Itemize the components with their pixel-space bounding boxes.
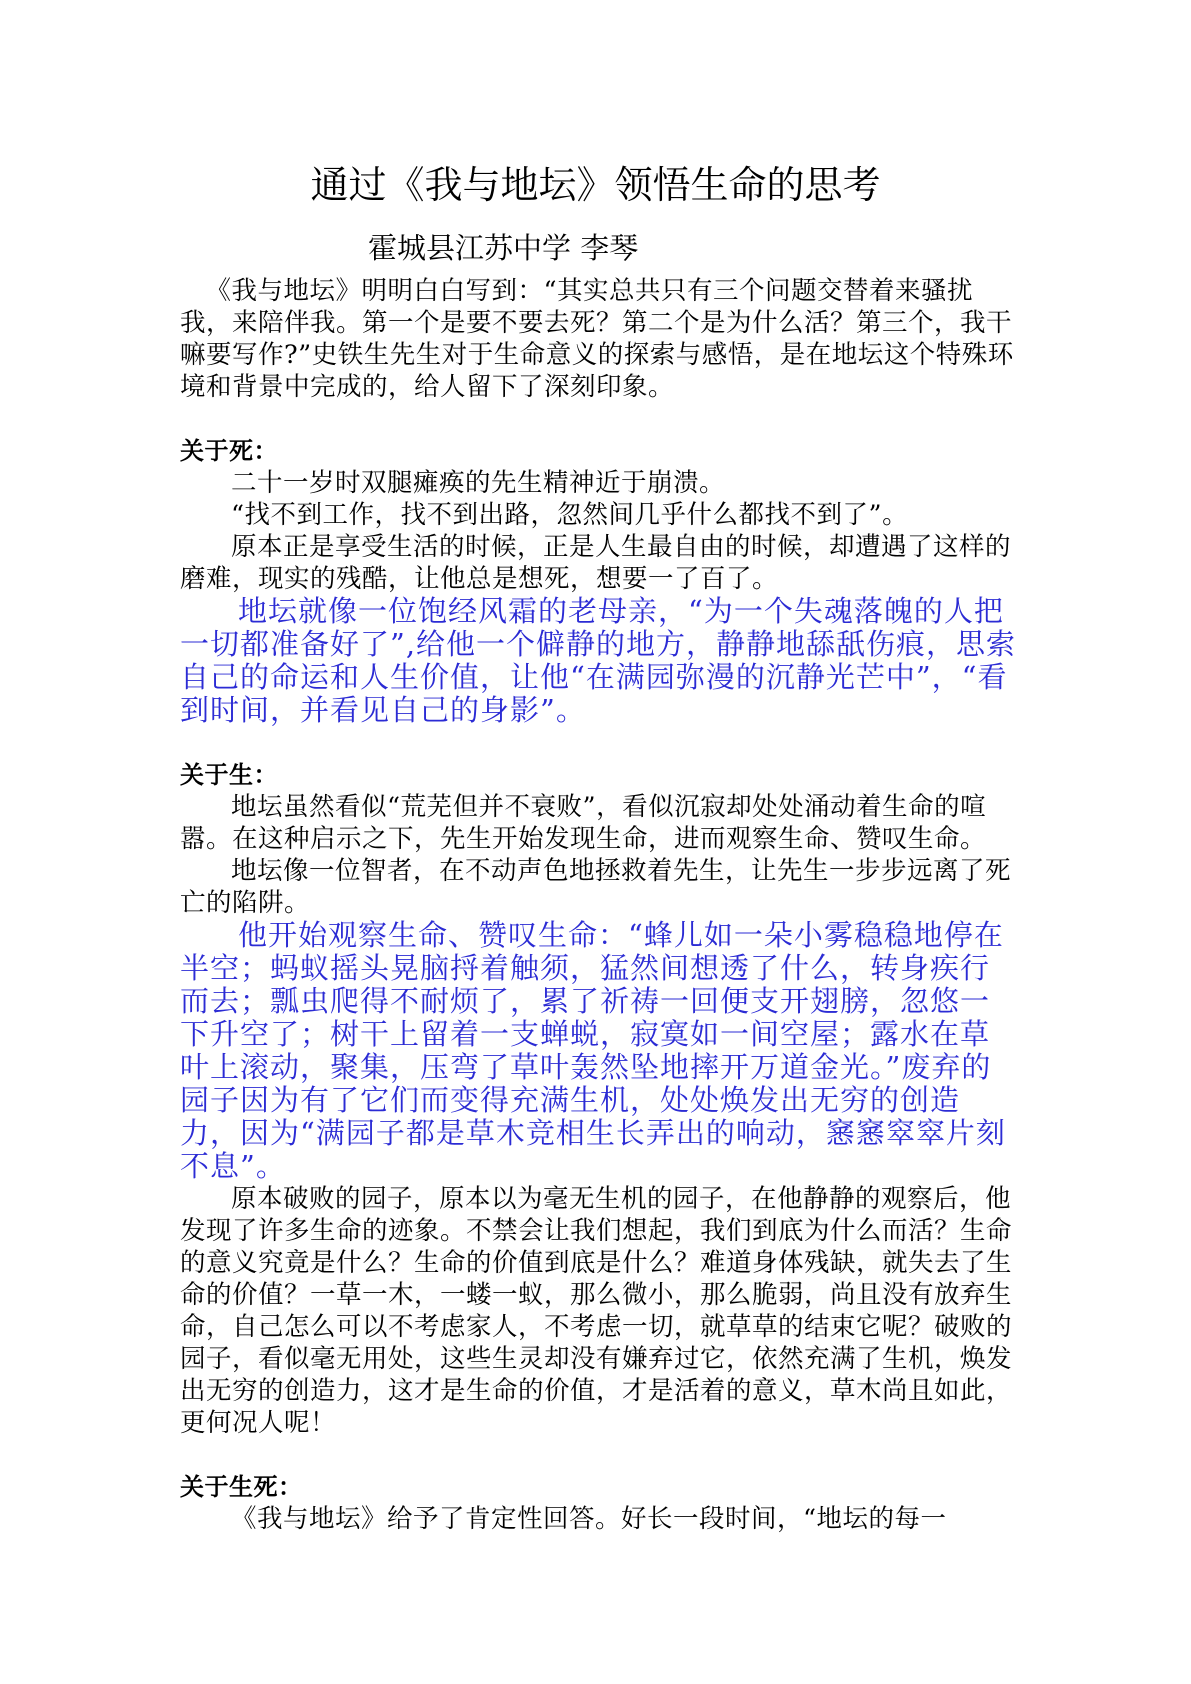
section-heading-lifedeath: 关于生死：: [180, 1473, 303, 1501]
death-paragraph-3: 原本正是享受生活的时候，正是人生最自由的时候，却遭遇了这样的磨难，现实的残酷，让他总是想死，想要一了百了。: [180, 532, 1012, 594]
document-body: [180, 275, 1018, 1535]
death-paragraph-1: 二十一岁时双腿瘫痪的先生精神近于崩溃。: [231, 468, 726, 498]
life-quote-paragraph: 他开始观察生命、赞叹生命：“蜂儿如一朵小雾稳稳地停在半空；蚂蚁摇头晃脑捋着触须，猛然间想透了什么，转身疾行而去；瓢虫爬得不耐烦了，累了祈祷一回便支开翅膀，忽悠一下升空了；树干上留着一支蝉蜕，寂寞如一间空屋；露水在草叶上滚动，聚集，压弯了草叶轰然坠地摔开万道金光。”废弃的园子因为有了它们而变得充满生机，处处焕发出无穷的创造力，因为“满园子都是草木竞相生长弄出的响动，窸窸窣窣片刻不息”。: [180, 918, 1006, 1183]
document-title: 通过《我与地坛》领悟生命的思考: [310, 163, 881, 207]
life-paragraph-2: 地坛像一位智者，在不动声色地拯救着先生，让先生一步步远离了死亡的陷阱。: [180, 856, 1012, 918]
death-quote-paragraph: 地坛就像一位饱经风霜的老母亲，“为一个失魂落魄的人把一切都准备好了”,给他一个僻静的地方，静静地舔舐伤痕，思索自己的命运和人生价值，让他“在满园弥漫的沉静光芒中”，“看到时间，并看见自己的身影”。: [180, 594, 1017, 727]
intro-paragraph: 《我与地坛》明明白白写到：“其实总共只有三个问题交替着来骚扰我，来陪伴我。第一个是要不要去死？第二个是为什么活？第三个，我干嘛要写作?”史铁生先生对于生命意义的探索与感悟，是在地坛这个特殊环境和背景中完成的，给人留下了深刻印象。: [180, 276, 1014, 402]
author-line: 霍城县江苏中学 李琴: [368, 231, 639, 265]
death-paragraph-2: “找不到工作，找不到出路，忽然间几乎什么都找不到了”。: [231, 500, 909, 530]
lifedeath-paragraph-1: 《我与地坛》给予了肯定性回答。好长一段时间，“地坛的每一: [231, 1504, 947, 1534]
life-paragraph-3: 原本破败的园子，原本以为毫无生机的园子，在他静静的观察后，他发现了许多生命的迹象。不禁会让我们想起，我们到底为什么而活？生命的意义究竟是什么？生命的价值到底是什么？难道身体残缺，就失去了生命的价值？一草一木，一蝼一蚁，那么微小，那么脆弱，尚且没有放弃生命，自己怎么可以不考虑家人，不考虑一切，就草草的结束它呢？破败的园子，看似毫无用处，这些生灵却没有嫌弃过它，依然充满了生机，焕发出无穷的创造力，这才是生命的价值，才是活着的意义，草木尚且如此，更何况人呢！: [180, 1184, 1013, 1438]
section-heading-life: 关于生：: [180, 761, 278, 789]
section-heading-death: 关于死：: [180, 437, 278, 465]
life-paragraph-1: 地坛虽然看似“荒芜但并不衰败”，看似沉寂却处处涌动着生命的喧嚣。在这种启示之下，先生开始发现生命，进而观察生命、赞叹生命。: [180, 792, 987, 854]
